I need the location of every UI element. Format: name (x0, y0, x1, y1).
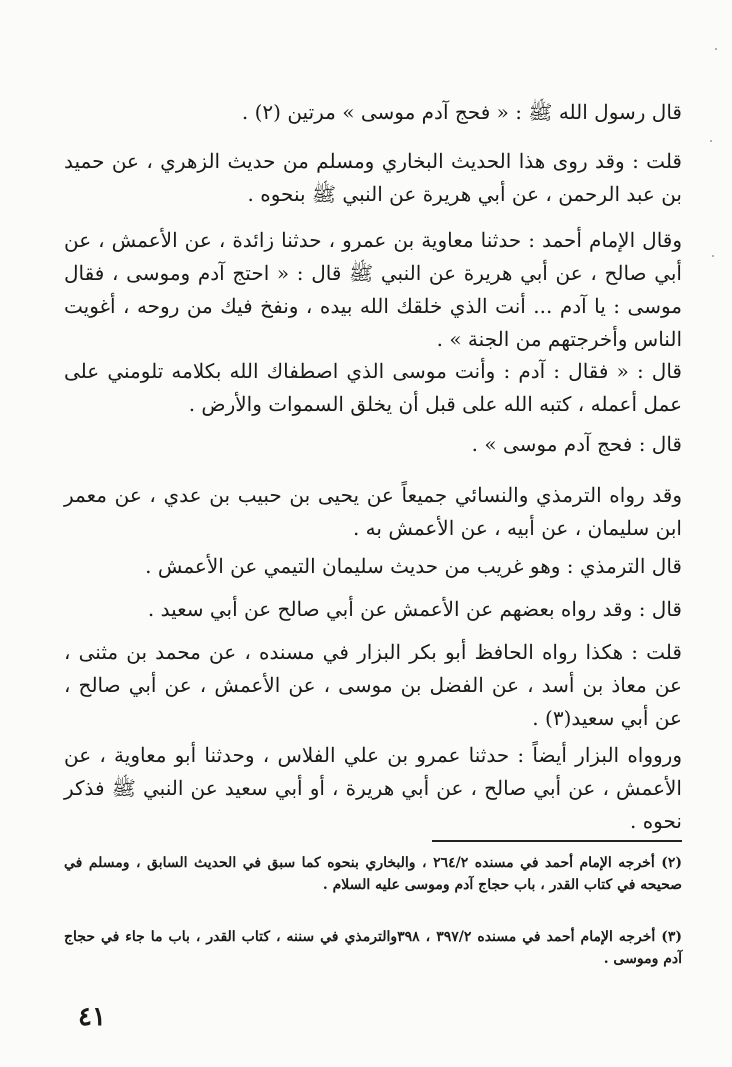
paragraph: وقال الإمام أحمد : حدثنا معاوية بن عمرو ، حدثنا زائدة ، عن الأعمش ، عن أبي صالح ، عن أبي هريرة عن النبي ﷺ قال : « احتج آدم وموسى ، فقال موسى : يا آدم ... أنت الذي خلقك الله بيده ، ونفخ فيك من روحه ، أغويت الناس وأخرجتهم من الجنة » . (64, 228, 682, 351)
scan-speck (715, 48, 717, 50)
paragraph: قال الترمذي : وهو غريب من حديث سليمان التيمي عن الأعمش . (145, 554, 682, 578)
footnote: (٣) أخرجه الإمام أحمد في مسنده ٣٩٧/٢ ، ٣٩٨والترمذي في سننه ، كتاب القدر ، باب ما جاء في حجاج آدم وموسى . (64, 929, 683, 967)
paragraph: قلت : هكذا رواه الحافظ أبو بكر البزار في مسنده ، عن محمد بن مثنى ، عن معاذ بن أسد ، عن الفضل بن موسى ، عن الأعمش ، عن أبي صالح ، عن أبي سعيد(٣) . (64, 640, 682, 730)
scan-speck (712, 255, 714, 257)
paragraph: قال : فحج آدم موسى » . (471, 432, 682, 456)
book-page (62, 0, 682, 1067)
paragraph: قال : « فقال : آدم : وأنت موسى الذي اصطفاك الله بكلامه تلومني على عمل أعمله ، كتبه الله على قبل أن يخلق السموات والأرض . (64, 359, 682, 416)
paragraph: وقد رواه الترمذي والنسائي جميعاً عن يحيى بن حبيب بن عدي ، عن معمر ابن سليمان ، عن أبيه ، عن الأعمش به . (64, 483, 682, 540)
paragraph: قلت : وقد روى هذا الحديث البخاري ومسلم من حديث الزهري ، عن حميد بن عبد الرحمن ، عن أبي هريرة عن النبي ﷺ بنحوه . (64, 149, 682, 206)
footnote: (٢) أخرجه الإمام أحمد في مسنده ٢٦٤/٢ ، والبخاري بنحوه كما سبق في الحديث السابق ، ومسلم في صحيحه في كتاب القدر ، باب حجاج آدم وموسى عليه السلام . (64, 855, 682, 893)
scan-speck (710, 140, 712, 142)
page-number: ٤١ (78, 1002, 106, 1032)
paragraph: قال رسول الله ﷺ : « فحج آدم موسى » مرتين (٢) . (241, 100, 682, 124)
footnote-divider (432, 840, 682, 842)
paragraph: وروواه البزار أيضاً : حدثنا عمرو بن علي الفلاس ، وحدثنا أبو معاوية ، عن الأعمش ، عن أبي صالح ، عن أبي هريرة ، أو أبي سعيد عن النبي ﷺ فذكر نحوه . (64, 743, 682, 833)
paragraph: قال : وقد رواه بعضهم عن الأعمش عن أبي صالح عن أبي سعيد . (147, 597, 682, 621)
